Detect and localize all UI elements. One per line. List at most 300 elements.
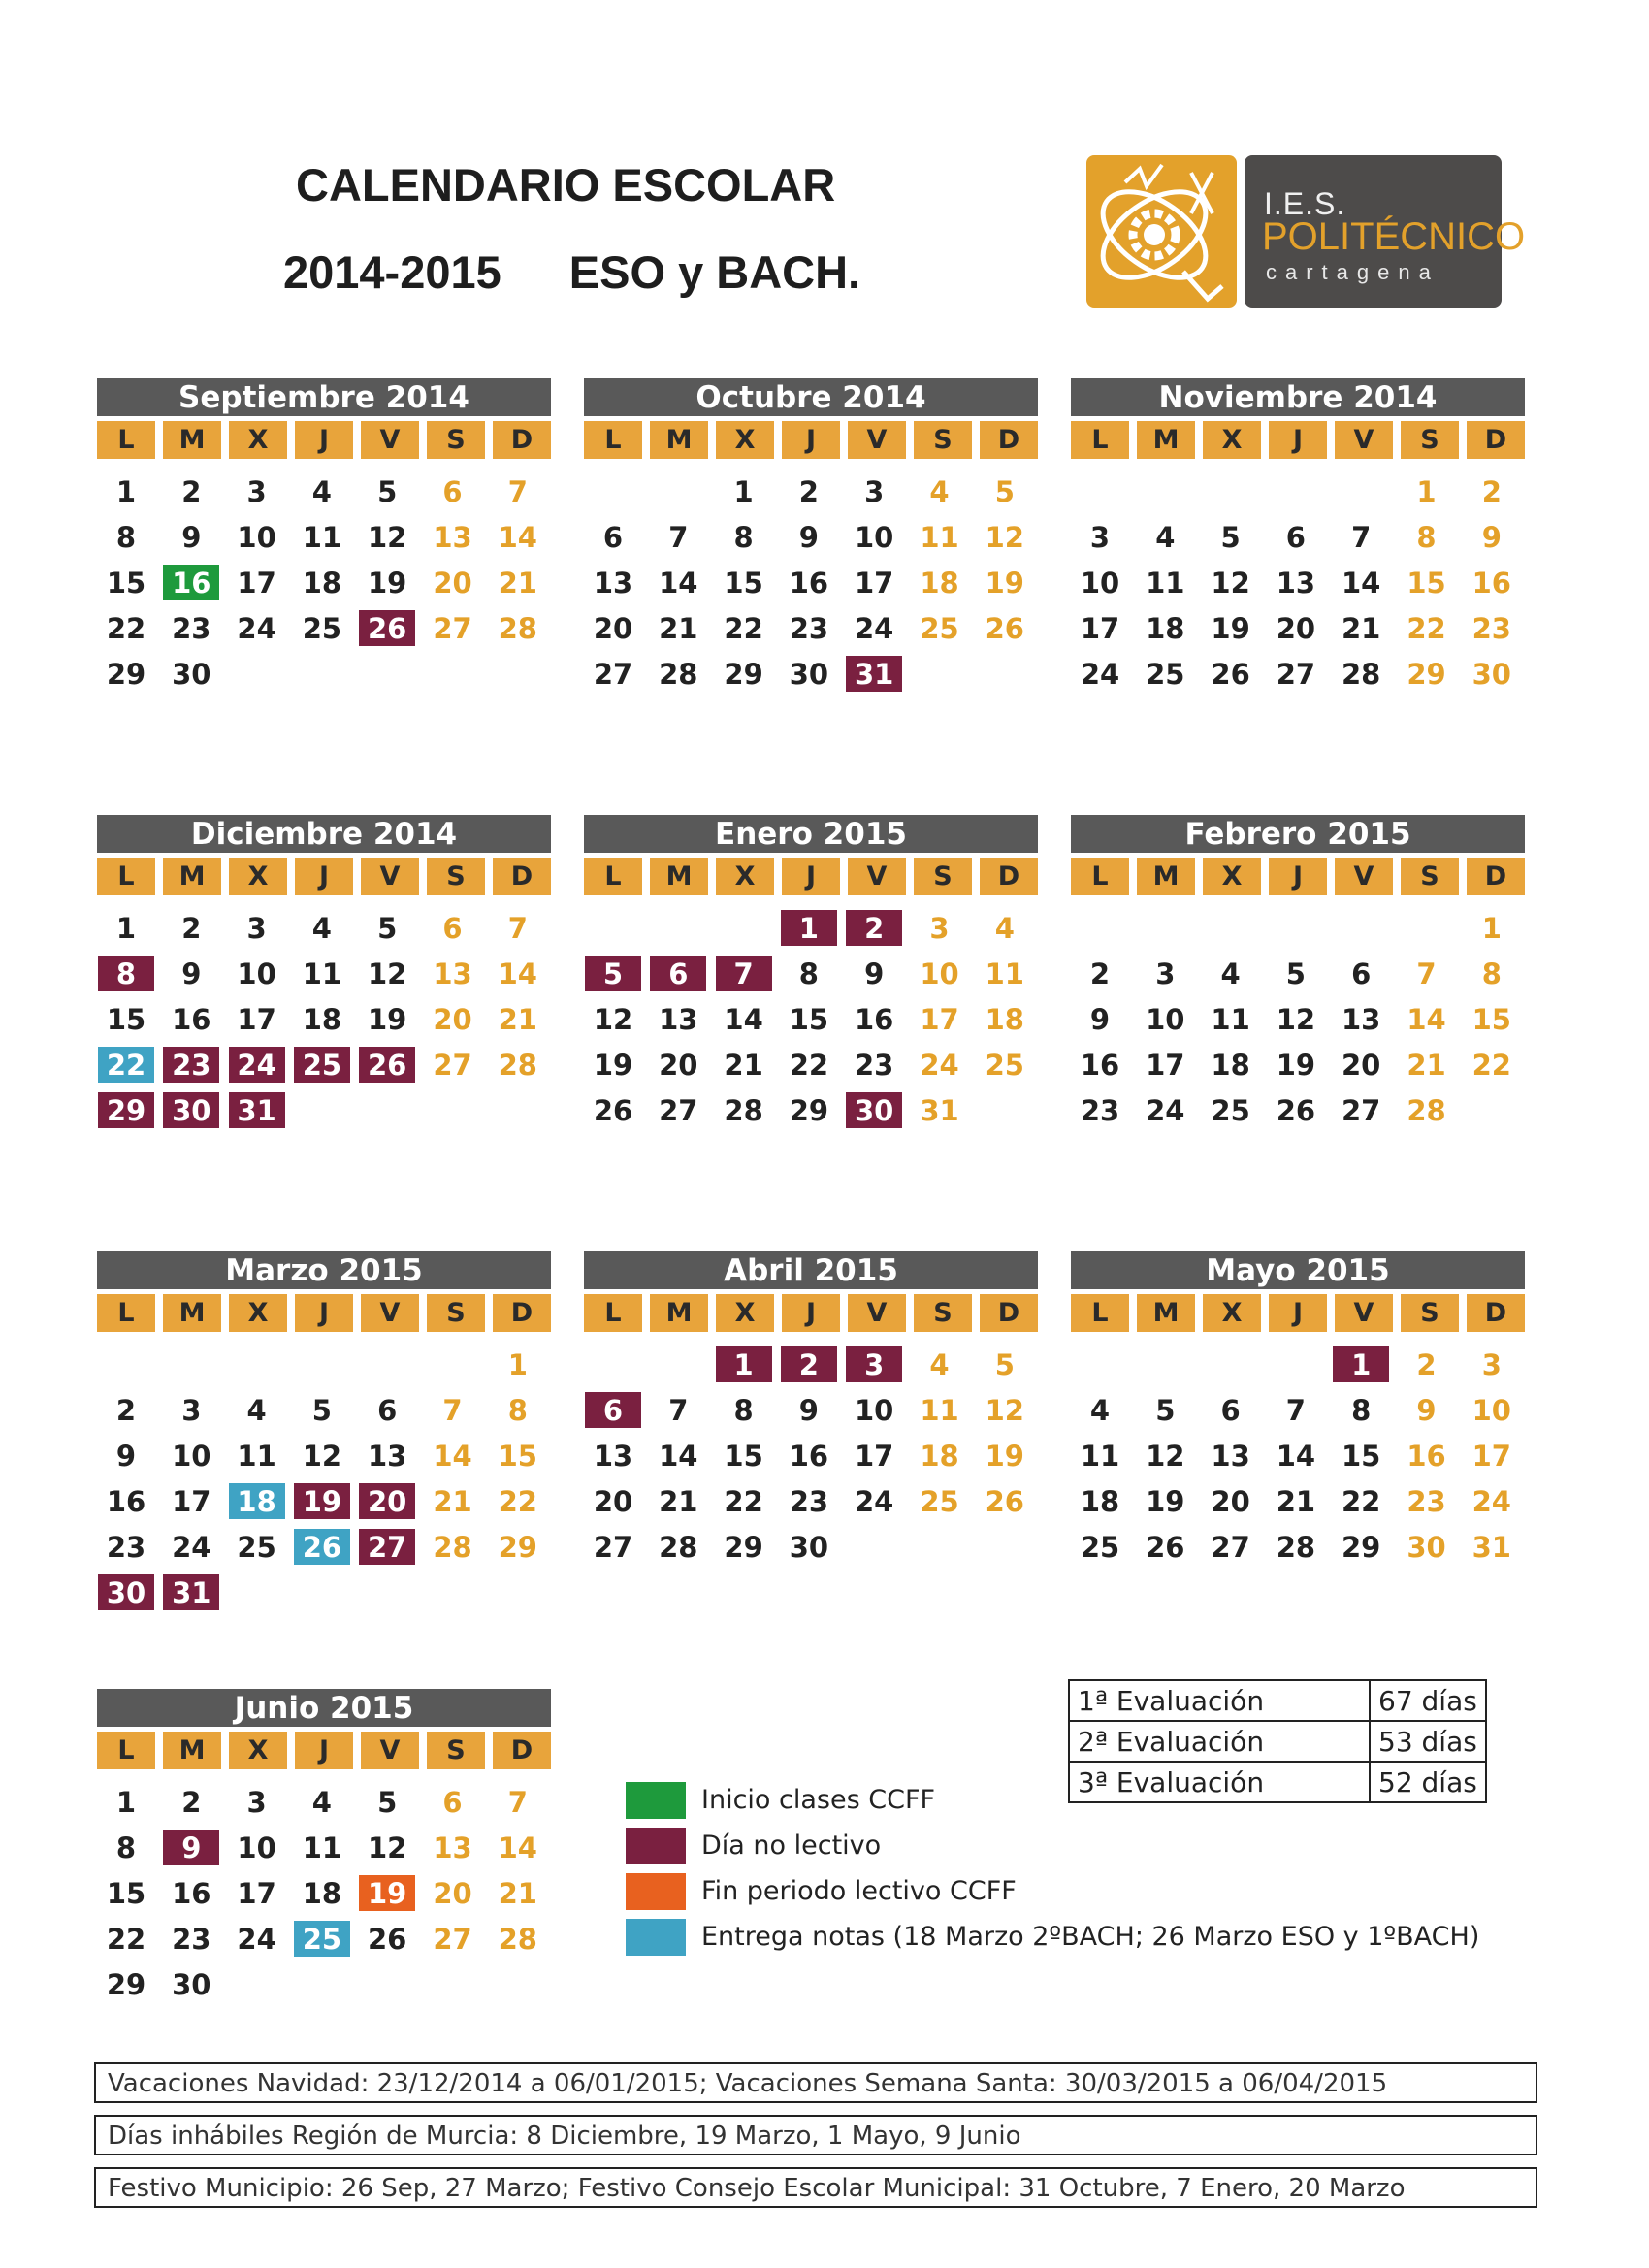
calendar-day: 4 (311, 912, 332, 945)
weekday-header (1071, 1294, 1525, 1332)
calendar-day: 16 (163, 565, 219, 600)
calendar-day: 16 (789, 567, 829, 599)
calendar-day: 5 (377, 912, 398, 945)
weekday-label: V (361, 1732, 419, 1769)
weekday-label: S (427, 421, 485, 459)
table-row (1069, 1680, 1486, 1721)
calendar-day: 18 (302, 567, 342, 599)
calendar-day: 8 (798, 957, 819, 990)
weekday-label: X (716, 1294, 774, 1332)
weekday-label: J (782, 421, 840, 459)
weekday-label: D (1467, 1294, 1525, 1332)
calendar-day: 5 (994, 475, 1015, 508)
calendar-day: 22 (1406, 612, 1446, 645)
calendar-day: 29 (498, 1531, 537, 1564)
calendar-day: 30 (789, 658, 829, 691)
calendar-day: 25 (1080, 1531, 1120, 1564)
calendar-day: 29 (724, 1531, 763, 1564)
calendar-day: 3 (246, 912, 267, 945)
weekday-label: L (1071, 1294, 1129, 1332)
weekday-header (584, 421, 1038, 459)
weekday-label: L (97, 1294, 155, 1332)
calendar-day: 26 (368, 1923, 407, 1956)
weekday-label: D (980, 421, 1038, 459)
calendar-day: 7 (1416, 957, 1437, 990)
calendar-day: 23 (1471, 612, 1511, 645)
calendar-day: 1 (115, 475, 137, 508)
calendar-day: 1 (115, 912, 137, 945)
calendar-day: 20 (593, 612, 633, 645)
weekday-label: M (650, 421, 708, 459)
calendar-day: 7 (668, 521, 689, 554)
calendar-day: 26 (1146, 1531, 1185, 1564)
calendar-day: 9 (798, 1394, 819, 1427)
weekday-label: D (493, 858, 551, 895)
month-calendar (1071, 1251, 1525, 1623)
calendar-day: 1 (1481, 912, 1502, 945)
weekday-label: L (97, 421, 155, 459)
weekday-label: L (97, 858, 155, 895)
calendar-day: 15 (106, 567, 146, 599)
calendar-day: 19 (1276, 1049, 1316, 1082)
legend-label: Fin periodo lectivo CCFF (701, 1876, 1017, 1906)
calendar-day: 1 (1416, 475, 1437, 508)
weekday-label: M (650, 858, 708, 895)
calendar-day: 4 (1220, 957, 1241, 990)
day-grid (97, 1332, 551, 1623)
calendar-day: 15 (724, 1440, 763, 1473)
logo-line-3: cartagena (1266, 260, 1439, 284)
calendar-day: 12 (1211, 567, 1250, 599)
calendar-day: 2 (781, 1346, 837, 1382)
weekday-label: S (1401, 1294, 1459, 1332)
calendar-day: 30 (1471, 658, 1511, 691)
calendar-day: 13 (593, 567, 633, 599)
calendar-day: 12 (1276, 1003, 1316, 1036)
weekday-label: X (1203, 1294, 1261, 1332)
calendar-day: 13 (659, 1003, 698, 1036)
weekday-label: L (1071, 421, 1129, 459)
calendar-day: 20 (1276, 612, 1316, 645)
calendar-day: 22 (1342, 1485, 1381, 1518)
calendar-day: 14 (1406, 1003, 1446, 1036)
calendar-day: 6 (602, 521, 624, 554)
calendar-day: 6 (442, 475, 463, 508)
legend-label: Inicio clases CCFF (701, 1785, 936, 1815)
calendar-day: 10 (172, 1440, 211, 1473)
calendar-day: 4 (311, 475, 332, 508)
calendar-day: 11 (985, 957, 1024, 990)
calendar-day: 14 (1276, 1440, 1316, 1473)
calendar-day: 13 (433, 521, 472, 554)
calendar-day: 4 (994, 912, 1015, 945)
calendar-day: 12 (368, 957, 407, 990)
calendar-day: 10 (920, 957, 959, 990)
calendar-day: 9 (864, 957, 885, 990)
weekday-label: V (848, 421, 906, 459)
calendar-day: 1 (781, 910, 837, 946)
weekday-label: S (914, 1294, 972, 1332)
weekday-label: V (1335, 858, 1393, 895)
calendar-day: 20 (433, 1003, 472, 1036)
calendar-day: 5 (585, 956, 641, 991)
weekday-label: X (716, 421, 774, 459)
calendar-day: 27 (359, 1529, 415, 1565)
calendar-day: 11 (920, 521, 959, 554)
weekday-label: M (163, 1294, 221, 1332)
logo-line-2: POLITÉCNICO (1262, 215, 1526, 258)
calendar-day: 17 (172, 1485, 211, 1518)
calendar-day: 21 (724, 1049, 763, 1082)
calendar-day: 27 (593, 658, 633, 691)
calendar-day: 13 (433, 957, 472, 990)
weekday-label: S (914, 858, 972, 895)
month-calendar (97, 1251, 551, 1623)
weekday-label: M (1137, 858, 1195, 895)
calendar-day: 7 (1351, 521, 1372, 554)
calendar-day: 2 (1089, 957, 1111, 990)
evaluation-days: 67 días (1370, 1680, 1486, 1721)
calendar-day: 12 (368, 521, 407, 554)
calendar-day: 3 (246, 475, 267, 508)
month-title: Noviembre 2014 (1071, 378, 1525, 416)
weekday-label: L (97, 1732, 155, 1769)
calendar-day: 24 (1146, 1094, 1185, 1127)
calendar-day: 21 (1342, 612, 1381, 645)
calendar-day: 18 (985, 1003, 1024, 1036)
weekday-label: S (1401, 421, 1459, 459)
calendar-day: 20 (359, 1483, 415, 1519)
calendar-day: 10 (237, 521, 276, 554)
calendar-day: 19 (1211, 612, 1250, 645)
calendar-day: 2 (181, 912, 202, 945)
calendar-day: 9 (181, 521, 202, 554)
weekday-label: V (361, 421, 419, 459)
calendar-day: 26 (359, 610, 415, 646)
calendar-day: 9 (798, 521, 819, 554)
calendar-day: 26 (359, 1047, 415, 1083)
calendar-day: 20 (1342, 1049, 1381, 1082)
calendar-day: 12 (593, 1003, 633, 1036)
calendar-day: 15 (724, 567, 763, 599)
month-title: Diciembre 2014 (97, 815, 551, 853)
day-grid (584, 895, 1038, 1186)
calendar-day: 1 (507, 1348, 528, 1381)
weekday-label: V (848, 1294, 906, 1332)
calendar-day: 26 (1276, 1094, 1316, 1127)
calendar-day: 27 (1276, 658, 1316, 691)
calendar-day: 3 (246, 1786, 267, 1819)
legend-label: Entrega notas (18 Marzo 2ºBACH; 26 Marzo ESO y 1ºBACH) (701, 1922, 1480, 1952)
calendar-day: 28 (1276, 1531, 1316, 1564)
weekday-label: X (229, 421, 287, 459)
weekday-header (584, 858, 1038, 895)
weekday-label: L (584, 1294, 642, 1332)
calendar-day: 17 (1080, 612, 1120, 645)
weekday-label: D (493, 421, 551, 459)
weekday-header (97, 1732, 551, 1769)
logo-emblem (1086, 155, 1237, 308)
calendar-day: 28 (1406, 1094, 1446, 1127)
weekday-label: J (1269, 1294, 1327, 1332)
calendar-day: 19 (368, 1003, 407, 1036)
calendar-day: 5 (377, 1786, 398, 1819)
calendar-day: 30 (789, 1531, 829, 1564)
calendar-day: 27 (659, 1094, 698, 1127)
calendar-day: 2 (798, 475, 819, 508)
calendar-day: 30 (163, 1092, 219, 1128)
calendar-day: 25 (237, 1531, 276, 1564)
note-festivos: Festivo Municipio: 26 Sep, 27 Marzo; Festivo Consejo Escolar Municipal: 31 Octubre, 7 Enero, 20 Marzo (94, 2167, 1537, 2208)
weekday-header (97, 421, 551, 459)
weekday-label: X (229, 858, 287, 895)
legend-swatch (626, 1828, 686, 1864)
calendar-day: 16 (172, 1003, 211, 1036)
calendar-day: 15 (1342, 1440, 1381, 1473)
calendar-day: 5 (1155, 1394, 1176, 1427)
calendar-day: 17 (855, 1440, 894, 1473)
calendar-day: 27 (1211, 1531, 1250, 1564)
calendar-day: 14 (659, 567, 698, 599)
calendar-day: 12 (1146, 1440, 1185, 1473)
calendar-day: 30 (1406, 1531, 1446, 1564)
weekday-label: V (361, 1294, 419, 1332)
calendar-day: 16 (789, 1440, 829, 1473)
weekday-header (1071, 421, 1525, 459)
month-calendar (584, 815, 1038, 1186)
legend-swatch (626, 1782, 686, 1819)
calendar-day: 4 (929, 1348, 950, 1381)
calendar-day: 23 (789, 1485, 829, 1518)
school-logo (1086, 155, 1526, 308)
calendar-day: 30 (98, 1574, 154, 1610)
calendar-day: 20 (433, 567, 472, 599)
calendar-day: 5 (311, 1394, 332, 1427)
month-calendar (97, 378, 551, 750)
day-grid (97, 895, 551, 1186)
calendar-day: 18 (302, 1003, 342, 1036)
note-dias-inhabiles: Días inhábiles Región de Murcia: 8 Diciembre, 19 Marzo, 1 Mayo, 9 Junio (94, 2115, 1537, 2155)
calendar-day: 3 (1089, 521, 1111, 554)
calendar-day: 29 (106, 658, 146, 691)
calendar-day: 22 (498, 1485, 537, 1518)
calendar-day: 24 (855, 1485, 894, 1518)
calendar-day: 10 (1146, 1003, 1185, 1036)
weekday-label: X (1203, 421, 1261, 459)
calendar-day: 7 (442, 1394, 463, 1427)
calendar-day: 22 (106, 612, 146, 645)
month-title: Mayo 2015 (1071, 1251, 1525, 1289)
calendar-day: 23 (1406, 1485, 1446, 1518)
calendar-day: 10 (1471, 1394, 1511, 1427)
calendar-day: 24 (1471, 1485, 1511, 1518)
calendar-day: 3 (846, 1346, 902, 1382)
calendar-day: 14 (498, 1831, 537, 1864)
calendar-day: 11 (1211, 1003, 1250, 1036)
legend-swatch (626, 1919, 686, 1956)
weekday-label: S (427, 1732, 485, 1769)
calendar-day: 15 (1406, 567, 1446, 599)
weekday-label: L (1071, 858, 1129, 895)
calendar-day: 11 (920, 1394, 959, 1427)
calendar-day: 25 (920, 1485, 959, 1518)
calendar-day: 14 (659, 1440, 698, 1473)
calendar-day: 25 (294, 1047, 350, 1083)
calendar-day: 21 (1276, 1485, 1316, 1518)
calendar-day: 28 (659, 1531, 698, 1564)
weekday-label: L (584, 421, 642, 459)
calendar-day: 19 (1146, 1485, 1185, 1518)
calendar-day: 15 (106, 1877, 146, 1910)
calendar-day: 11 (302, 957, 342, 990)
calendar-day: 22 (1471, 1049, 1511, 1082)
calendar-day: 26 (985, 1485, 1024, 1518)
calendar-day: 19 (593, 1049, 633, 1082)
calendar-day: 11 (302, 521, 342, 554)
calendar-day: 18 (302, 1877, 342, 1910)
weekday-label: S (914, 421, 972, 459)
calendar-day: 10 (1080, 567, 1120, 599)
calendar-day: 24 (237, 1923, 276, 1956)
evaluation-name: 3ª Evaluación (1069, 1762, 1370, 1802)
calendar-day: 27 (433, 1923, 472, 1956)
calendar-day: 17 (1471, 1440, 1511, 1473)
calendar-day: 22 (98, 1047, 154, 1083)
calendar-day: 28 (498, 1923, 537, 1956)
calendar-day: 6 (377, 1394, 398, 1427)
calendar-day: 11 (302, 1831, 342, 1864)
calendar-day: 4 (1155, 521, 1176, 554)
calendar-day: 3 (929, 912, 950, 945)
calendar-day: 18 (1146, 612, 1185, 645)
calendar-day: 24 (855, 612, 894, 645)
calendar-day: 20 (1211, 1485, 1250, 1518)
calendar-day: 17 (920, 1003, 959, 1036)
weekday-label: D (980, 858, 1038, 895)
calendar-day: 10 (855, 521, 894, 554)
table-row (1069, 1762, 1486, 1802)
calendar-day: 7 (507, 912, 528, 945)
calendar-day: 28 (498, 1049, 537, 1082)
evaluations-table (1068, 1679, 1487, 1803)
day-grid (1071, 895, 1525, 1186)
calendar-day: 24 (172, 1531, 211, 1564)
weekday-header (1071, 858, 1525, 895)
calendar-day: 1 (733, 475, 754, 508)
calendar-day: 2 (181, 475, 202, 508)
calendar-day: 3 (1155, 957, 1176, 990)
weekday-label: M (163, 1732, 221, 1769)
calendar-day: 29 (106, 1968, 146, 2001)
weekday-header (584, 1294, 1038, 1332)
calendar-day: 7 (507, 1786, 528, 1819)
calendar-day: 31 (920, 1094, 959, 1127)
calendar-day: 4 (246, 1394, 267, 1427)
calendar-day: 25 (920, 612, 959, 645)
calendar-day: 29 (98, 1092, 154, 1128)
month-calendar (97, 815, 551, 1186)
weekday-label: D (980, 1294, 1038, 1332)
evaluation-name: 2ª Evaluación (1069, 1721, 1370, 1762)
calendar-day: 8 (115, 521, 137, 554)
month-calendar (97, 1689, 551, 2060)
month-calendar (1071, 378, 1525, 750)
calendar-day: 13 (593, 1440, 633, 1473)
weekday-label: L (584, 858, 642, 895)
weekday-label: X (716, 858, 774, 895)
calendar-day: 29 (1342, 1531, 1381, 1564)
calendar-day: 25 (294, 1921, 350, 1957)
calendar-day: 13 (368, 1440, 407, 1473)
calendar-day: 16 (172, 1877, 211, 1910)
calendar-day: 22 (106, 1923, 146, 1956)
calendar-day: 6 (1220, 1394, 1241, 1427)
calendar-day: 10 (237, 1831, 276, 1864)
day-grid (97, 459, 551, 750)
weekday-label: J (1269, 421, 1327, 459)
calendar-day: 25 (1211, 1094, 1250, 1127)
weekday-label: D (493, 1294, 551, 1332)
calendar-day: 6 (442, 912, 463, 945)
calendar-day: 18 (1211, 1049, 1250, 1082)
calendar-day: 1 (115, 1786, 137, 1819)
calendar-day: 1 (1333, 1346, 1389, 1382)
calendar-day: 9 (181, 957, 202, 990)
calendar-day: 24 (237, 612, 276, 645)
calendar-day: 27 (593, 1531, 633, 1564)
calendar-day: 16 (1471, 567, 1511, 599)
calendar-day: 30 (172, 658, 211, 691)
calendar-day: 22 (724, 1485, 763, 1518)
calendar-day: 15 (1471, 1003, 1511, 1036)
calendar-day: 28 (1342, 658, 1381, 691)
calendar-day: 23 (789, 612, 829, 645)
calendar-day: 21 (659, 1485, 698, 1518)
weekday-label: J (295, 421, 353, 459)
weekday-label: J (782, 858, 840, 895)
calendar-day: 2 (181, 1786, 202, 1819)
calendar-day: 15 (789, 1003, 829, 1036)
calendar-day: 15 (498, 1440, 537, 1473)
calendar-day: 6 (650, 956, 706, 991)
calendar-day: 14 (498, 521, 537, 554)
calendar-day: 16 (1406, 1440, 1446, 1473)
calendar-day: 16 (855, 1003, 894, 1036)
calendar-day: 26 (1211, 658, 1250, 691)
calendar-day: 17 (1146, 1049, 1185, 1082)
weekday-label: J (1269, 858, 1327, 895)
education-level: ESO y BACH. (568, 246, 861, 298)
calendar-day: 30 (846, 1092, 902, 1128)
calendar-day: 21 (1406, 1049, 1446, 1082)
calendar-day: 13 (1342, 1003, 1381, 1036)
calendar-day: 24 (229, 1047, 285, 1083)
weekday-label: M (650, 1294, 708, 1332)
month-title: Febrero 2015 (1071, 815, 1525, 853)
weekday-label: S (1401, 858, 1459, 895)
weekday-label: V (361, 858, 419, 895)
day-grid (584, 459, 1038, 750)
calendar-day: 4 (929, 475, 950, 508)
calendar-day: 2 (846, 910, 902, 946)
weekday-label: D (1467, 858, 1525, 895)
calendar-day: 23 (106, 1531, 146, 1564)
calendar-day: 19 (985, 1440, 1024, 1473)
calendar-day: 31 (846, 656, 902, 692)
calendar-day: 25 (1146, 658, 1185, 691)
calendar-day: 27 (433, 1049, 472, 1082)
school-year: 2014-2015 (283, 246, 501, 298)
